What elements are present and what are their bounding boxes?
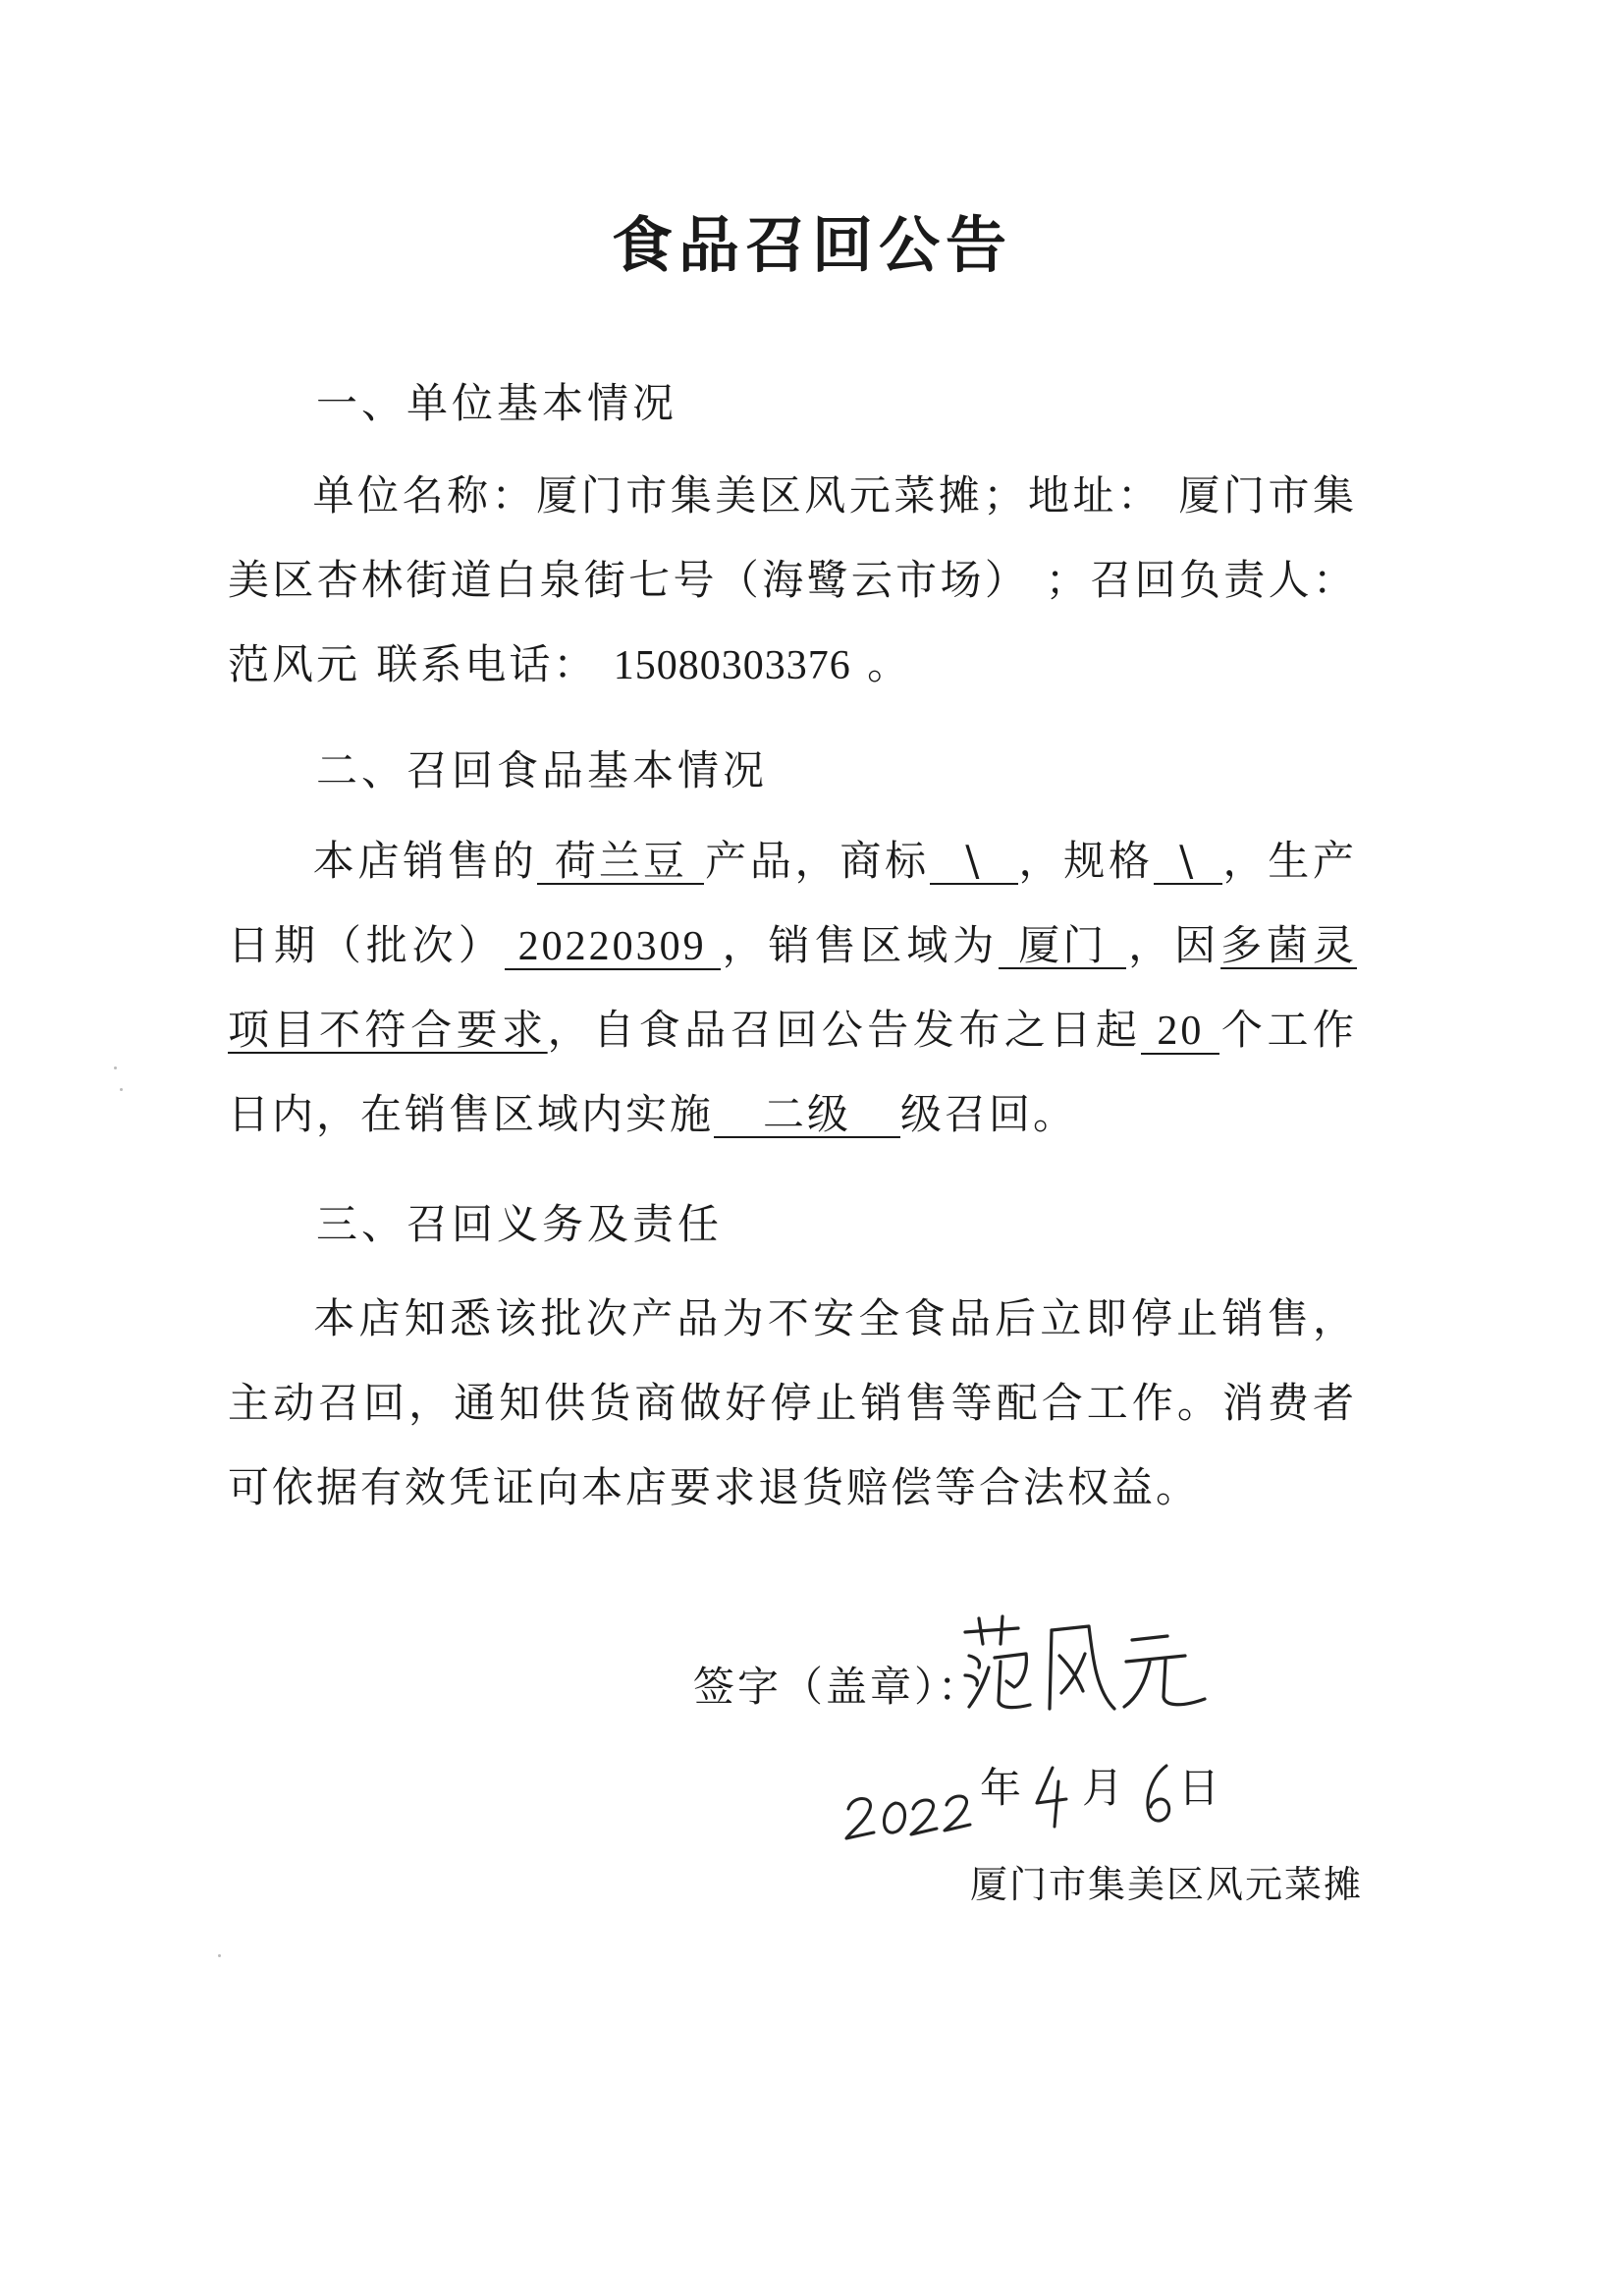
recall-reason-field: 多菌灵项目不符合要求 [228,921,1357,1054]
separator: ； [983,471,1028,519]
batch-field: 20220309 [505,925,721,970]
section-2-body [228,819,1357,1157]
separator: ； [1045,556,1090,604]
text-segment: 级召回。 [900,1090,1078,1138]
page-title: 食品召回公告 [611,209,1012,281]
scan-speck [114,1066,117,1069]
signature-label: 签字（盖章）： [693,1663,983,1711]
handwritten-signature [957,1611,1213,1719]
recall-level-field: 二级 [714,1093,900,1138]
text-segment: ，销售区域为 [720,921,1000,969]
text-segment: ，自食品召回公告发布之日起 [547,1006,1142,1054]
text-segment: ，规格 [1017,837,1154,885]
days-field: 20 [1141,1010,1219,1055]
phone-value: 15080303376 [613,643,851,688]
spec-field: \ [1154,840,1222,885]
section-3-body [228,1277,1357,1530]
product-name-field: 荷兰豆 [537,840,704,885]
recall-contact-value: 范风元 [228,640,361,688]
sales-region-field: 厦门 [999,924,1126,969]
section-3-heading: 三、召回义务及责任 [316,1200,724,1248]
month-unit: 月 [1082,1764,1124,1812]
scan-speck [218,1954,221,1957]
text-segment: ，生产日期（批次） [228,837,1357,969]
day-unit: 日 [1178,1764,1220,1812]
text-segment: 本店销售的 [312,837,538,885]
period: 。 [867,640,912,688]
obligations-text: 本店知悉该批次产品为不安全食品后立即停止销售，主动召回，通知供货商做好停止销售等配合工作。消费者可依据有效凭证向本店要求退货赔偿等合法权益。 [228,1294,1357,1511]
scan-speck [120,1088,123,1091]
unit-name-label: 单位名称： [312,471,537,519]
section-1-body [228,454,1357,708]
recall-contact-label: 召回负责人： [1089,556,1357,604]
year-unit: 年 [980,1764,1022,1812]
address-label: 地址： [1027,471,1163,519]
text-segment: 个工作日内，在销售区域内实施 [228,1006,1357,1138]
handwritten-date [844,1748,1218,1856]
issuing-organization: 厦门市集美区风元菜摊 [970,1863,1364,1906]
unit-name-value: 厦门市集美区风元菜摊 [536,471,984,519]
section-2-heading: 二、召回食品基本情况 [316,746,769,794]
section-1-heading: 一、单位基本情况 [316,379,678,427]
trademark-field: \ [930,840,1018,885]
phone-label: 联系电话： [376,640,598,688]
text-segment: ，因 [1126,921,1221,969]
address-value: 厦门市集美区杏林街道白泉街七号（海鹭云市场） [228,471,1357,604]
text-segment: 产品，商标 [704,837,930,885]
